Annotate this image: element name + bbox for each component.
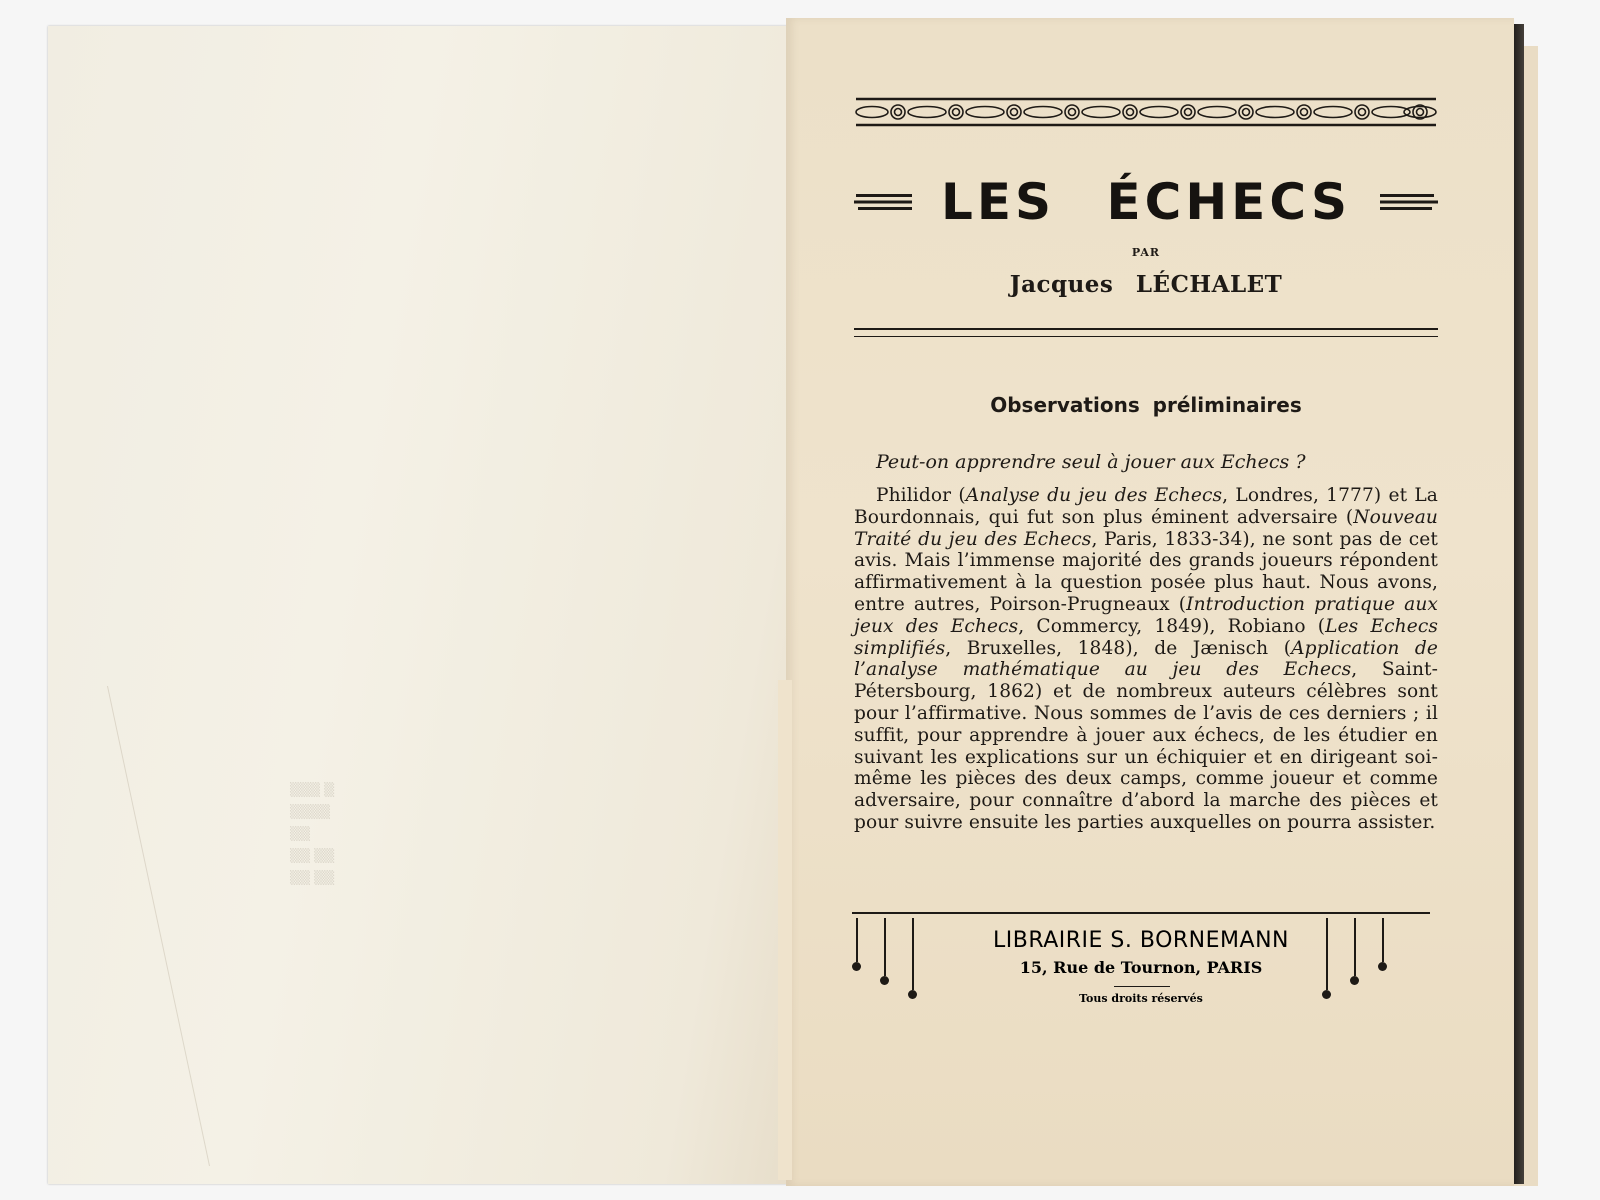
- footer-rule: [852, 912, 1430, 917]
- by-label: PAR: [1131, 246, 1161, 259]
- paragraph-text: , Bruxelles, 1848), de Jænisch (: [945, 637, 1292, 659]
- section-question: Peut-on apprendre seul à jouer aux Echecs ?: [876, 451, 1306, 473]
- book-reference: Les Echecs simplifiés: [854, 615, 1438, 659]
- page-tear: [778, 680, 792, 1180]
- publisher-name: LIBRAIRIE S. BORNEMANN: [992, 928, 1289, 953]
- bleed-through-text: ▒▒▒ ▒ ▒▒▒▒ ▒▒ ▒▒ ▒▒ ▒▒ ▒▒: [290, 783, 335, 886]
- book-title: LES ÉCHECS: [941, 173, 1351, 231]
- page-fold-crease: [107, 686, 430, 1166]
- title-row: [854, 172, 1438, 232]
- paragraph-text: , Commercy, 1849), Robiano (: [1018, 615, 1326, 637]
- title-page-content: [854, 96, 1438, 852]
- book-reference: Analyse du jeu des Echecs: [965, 485, 1223, 506]
- rights-notice: Tous droits réservés: [1079, 992, 1203, 1005]
- double-rule-divider: [854, 328, 1438, 337]
- publisher-footer: [852, 912, 1430, 1012]
- body-paragraph: [854, 485, 1438, 834]
- paragraph-text: , Londres, 1777) et La Bourdonnais, qui fut son plus éminent adversaire (: [854, 485, 1438, 528]
- author-name: Jacques LÉCHALET: [1009, 271, 1283, 298]
- rose-chain-border-ornament: [854, 96, 1438, 128]
- left-blank-page: [48, 26, 806, 1184]
- paragraph-text: Philidor (: [876, 485, 966, 506]
- rights-rule: [1114, 986, 1170, 987]
- book-reference: Introduction pratique aux jeux des Echecs: [854, 593, 1438, 637]
- title-dash-ornament-left: [854, 190, 914, 214]
- publisher-address: 15, Rue de Tournon, PARIS: [1019, 958, 1263, 977]
- section-heading: Observations préliminaires: [990, 393, 1302, 417]
- title-dash-ornament-right: [1378, 190, 1438, 214]
- book-reference: Application de l’analyse mathématique au jeu des Echecs: [854, 637, 1438, 681]
- paragraph-text: , Paris, 1833-34), ne sont pas de cet avis. Mais l’immense majorité des grands joueurs répondent affirmativement à la question posée plus haut. Nous avons, entre autres, Poirson-Prugneaux (: [854, 528, 1438, 615]
- book-reference: Nouveau Traité du jeu des Echecs: [854, 506, 1438, 550]
- paragraph-text: , Saint-Pétersbourg, 1862) et de nombreux auteurs célèbres sont pour l’affirmative. Nous sommes de l’avis de ces derniers ; il suffit, pour apprendre à jouer aux échecs, de les étudier en suivant les explications sur un échiquier et en dirigeant soi-même les pièces des deux camps, comme joueur et comme adversaire, pour connaître d’abord la marche des pièces et pour suivre ensuite les parties auxquelles on pourra assister.: [854, 659, 1438, 833]
